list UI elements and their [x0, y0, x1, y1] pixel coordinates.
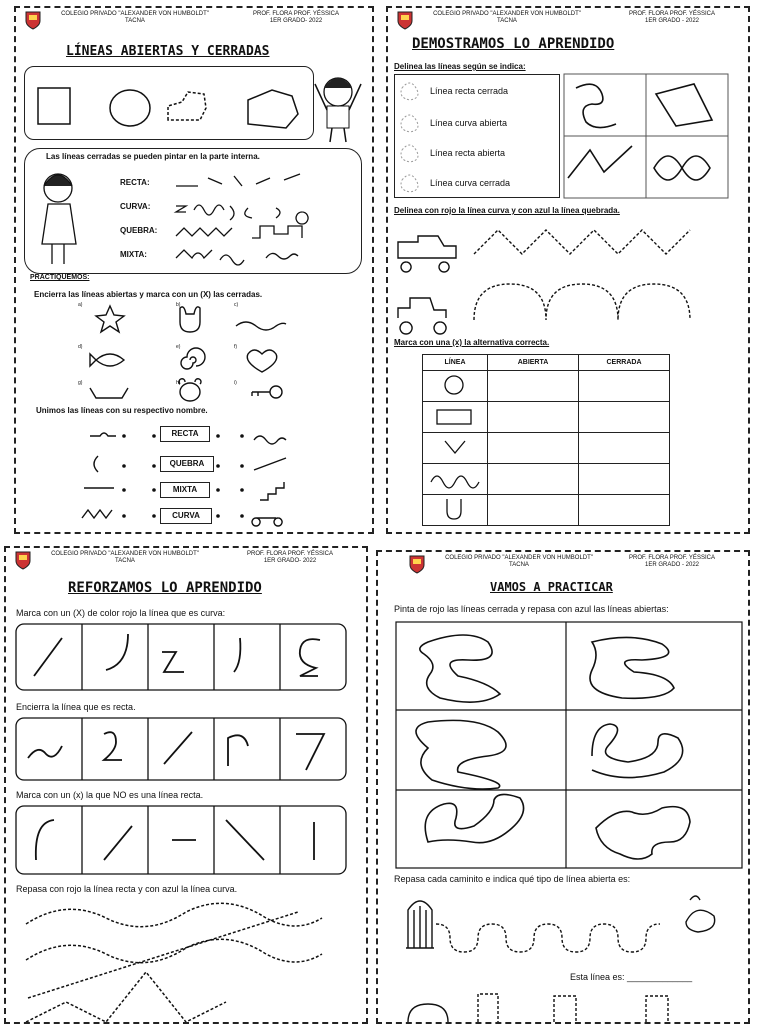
teacher-names: PROF. FLORA PROF. YÉSSICA 1ER GRADO - 2022 [629, 11, 715, 24]
instruction-2: Repasa cada caminito e indica qué tipo de línea abierta es: [394, 874, 631, 884]
instruction-1: Delinea las líneas según se indica: [394, 62, 526, 71]
col-cerrada: CERRADA [579, 355, 670, 371]
option-b: b) [176, 302, 181, 308]
answer-cell[interactable] [579, 433, 670, 464]
intro-text: Las líneas cerradas se pueden pintar en la parte interna. [46, 152, 260, 161]
instruction-1: Pinta de rojo las líneas cerrada y repasa con azul las líneas abiertas: [394, 604, 669, 614]
item-4: Línea curva cerrada [430, 178, 511, 188]
item-1: Línea recta cerrada [430, 86, 509, 96]
instruction-1: Encierra las líneas abiertas y marca con un (X) las cerradas. [34, 290, 263, 299]
col-linea: LÍNEA [423, 355, 488, 371]
answer-cell[interactable] [579, 464, 670, 495]
school-name: COLEGIO PRIVADO "ALEXANDER VON HUMBOLDT" TACNA [433, 11, 581, 24]
line-wave [423, 464, 488, 495]
teacher-names: PROF. FLORA PROF. YÉSSICA 1ER GRADO - 2022 [629, 555, 715, 568]
reinforcement-exercises [6, 548, 368, 1024]
instruction-2: Unimos las líneas con su respectivo nombre. [36, 406, 208, 415]
tractor-icon [398, 298, 446, 334]
line-rectangle [423, 402, 488, 433]
answer-table [422, 354, 670, 526]
teacher-names: PROF. FLORA PROF. YÉSSICA 1ER GRADO- 2022 [253, 11, 339, 24]
teacher-names: PROF. FLORA PROF. YÉSSICA 1ER GRADO- 2022 [247, 551, 333, 564]
option-f: f) [234, 344, 238, 350]
worksheet-reforzamos [4, 546, 368, 1024]
option-a: a) [78, 302, 83, 308]
bird-icon [686, 896, 715, 932]
answer-cell[interactable] [488, 495, 579, 526]
kind-quebra: QUEBRA: [120, 226, 158, 235]
option-g: g) [78, 380, 83, 386]
worksheet-demostramos [386, 6, 750, 534]
answer-cell[interactable] [488, 371, 579, 402]
line-u [423, 495, 488, 526]
path-exercise [378, 552, 750, 1024]
option-c: c) [234, 302, 239, 308]
school-name: COLEGIO PRIVADO "ALEXANDER VON HUMBOLDT" TACNA [445, 555, 593, 568]
item-3: Línea recta abierta [430, 148, 506, 158]
page-title: DEMOSTRAMOS LO APRENDIDO [412, 36, 615, 52]
answer-cell[interactable] [488, 402, 579, 433]
label-quebra: QUEBRA [160, 456, 214, 472]
answer-cell[interactable] [488, 464, 579, 495]
instruction-3: Marca con un (x) la que NO es una línea recta. [16, 790, 204, 800]
label-recta: RECTA [160, 426, 210, 442]
instruction-1: Marca con un (X) de color rojo la línea que es curva: [16, 608, 226, 618]
label-curva: CURVA [160, 508, 212, 524]
option-e: e) [176, 344, 181, 350]
option-d: d) [78, 344, 83, 350]
kind-recta: RECTA: [120, 178, 150, 187]
label-mixta: MIXTA [160, 482, 210, 498]
instruction-2: Encierra la línea que es recta. [16, 702, 136, 712]
practice-label: PRACTIQUEMOS: [30, 274, 90, 281]
truck-icon [398, 236, 456, 272]
worksheet-vamos-a-practicar [376, 550, 750, 1024]
school-name: COLEGIO PRIVADO "ALEXANDER VON HUMBOLDT" TACNA [61, 11, 209, 24]
school-name: COLEGIO PRIVADO "ALEXANDER VON HUMBOLDT" TACNA [51, 551, 199, 564]
answer-cell[interactable] [579, 402, 670, 433]
answer-line[interactable]: Esta línea es: _____________ [570, 972, 693, 982]
line-v [423, 433, 488, 464]
page-title: LÍNEAS ABIERTAS Y CERRADAS [66, 44, 270, 59]
col-abierta: ABIERTA [488, 355, 579, 371]
birdcage-icon [406, 901, 434, 948]
option-h: h) [176, 380, 181, 386]
option-i: i) [234, 380, 237, 386]
page-title: VAMOS A PRACTICAR [490, 580, 613, 594]
answer-cell[interactable] [579, 495, 670, 526]
answer-cell[interactable] [579, 371, 670, 402]
page-title: REFORZAMOS LO APRENDIDO [68, 580, 262, 596]
instruction-3: Marca con una (x) la alternativa correcta. [394, 338, 550, 347]
kind-mixta: MIXTA: [120, 250, 147, 259]
worksheet-lineas-abiertas-cerradas [14, 6, 374, 534]
line-circle [423, 371, 488, 402]
item-2: Línea curva abierta [430, 118, 508, 128]
instruction-2: Delinea con rojo la línea curva y con azul la línea quebrada. [394, 206, 620, 215]
kind-curva: CURVA: [120, 202, 151, 211]
answer-cell[interactable] [488, 433, 579, 464]
instruction-4: Repasa con rojo la línea recta y con azul la línea curva. [16, 884, 238, 894]
